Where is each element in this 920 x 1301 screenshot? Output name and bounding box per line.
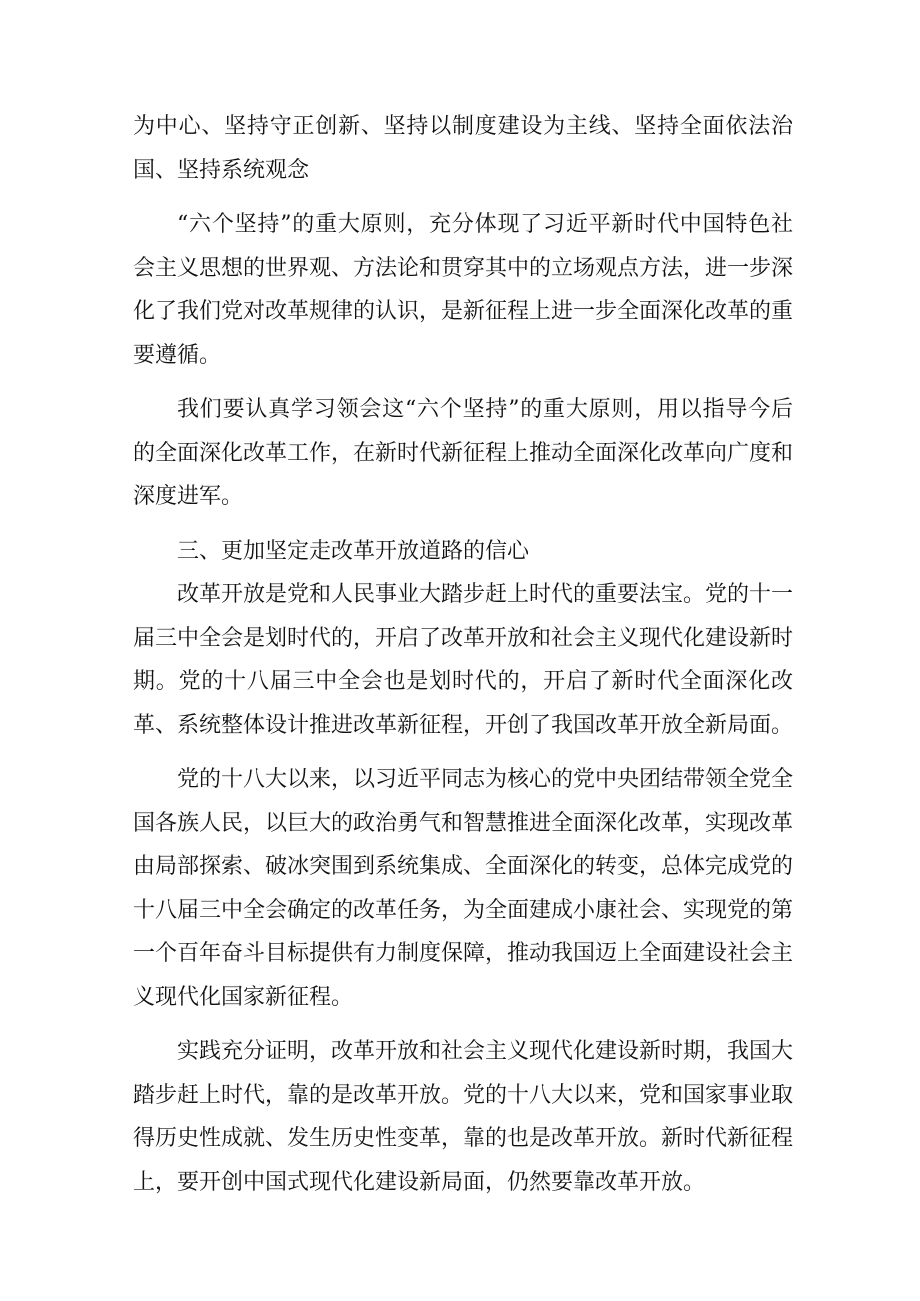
paragraph-practice-proves: 实践充分证明，改革开放和社会主义现代化建设新时期，我国大踏步赶上时代，靠的是改革开放。党的十八大以来，党和国家事业取得历史性成就、发生历史性变革，靠的也是改革开放。新时代新征程上，要开创中国式现代化建设新局面，仍然要靠改革开放。 [133,1039,794,1195]
paragraph-study-principles: 我们要认真学习领会这“六个坚持”的重大原则，用以指导今后的全面深化改革工作，在新时代新征程上推动全面深化改革向广度和深度进军。 [133,397,794,509]
paragraph-continuation: 为中心、坚持守正创新、坚持以制度建设为主线、坚持全面依法治国、坚持系统观念 [133,114,793,183]
document-page [133,105,793,1215]
section-heading: 三、更加坚定走改革开放道路的信心 [177,538,530,564]
paragraph-six-principles: “六个坚持”的重大原则，充分体现了习近平新时代中国特色社会主义思想的世界观、方法论和贯穿其中的立场观点方法，进一步深化了我们党对改革规律的认识，是新征程上进一步全面深化改革的重要遵循。 [133,212,794,368]
paragraph-since-18th-congress: 党的十八大以来，以习近平同志为核心的党中央团结带领全党全国各族人民，以巨大的政治勇气和智慧推进全面深化改革，实现改革由局部探索、破冰突围到系统集成、全面深化的转变，总体完成党的十八届三中全会确定的改革任务，为全面建成小康社会、实现党的第一个百年奋斗目标提供有力制度保障，推动我国迈上全面建设社会主义现代化国家新征程。 [133,767,794,1010]
paragraph-reform-opening: 改革开放是党和人民事业大踏步赶上时代的重要法宝。党的十一届三中全会是划时代的，开启了改革开放和社会主义现代化建设新时期。党的十八届三中全会也是划时代的，开启了新时代全面深化改革、系统整体设计推进改革新征程，开创了我国改革开放全新局面。 [133,582,794,738]
